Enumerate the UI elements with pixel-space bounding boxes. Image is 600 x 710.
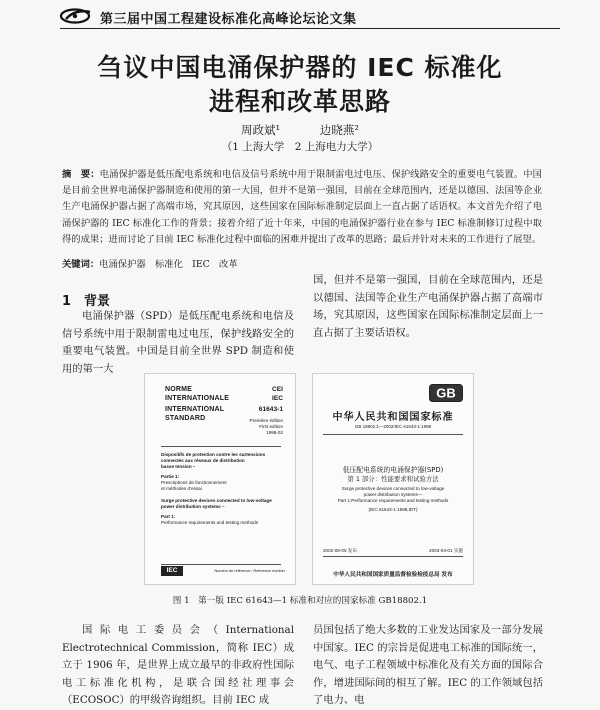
gb-en1: Surge protective devices connected to low-voltage	[341, 486, 445, 491]
iec-logo-icon: IEC	[161, 566, 183, 576]
keywords	[62, 256, 542, 270]
iec-iec: IEC	[272, 395, 283, 402]
paper-title-line1: 刍议中国电涌保护器的 IEC 标准化	[97, 53, 503, 82]
iec-cei: CEI	[272, 386, 283, 393]
conference-logo-icon	[60, 8, 94, 24]
iec-en-part2: Performance requirements and testing methods	[161, 520, 259, 525]
iec-fr-part2: Prescriptions de fonctionnement	[161, 480, 227, 485]
iec-fr-title3: basse tension –	[161, 464, 196, 469]
iec-en-part1: Part 1:	[161, 514, 176, 519]
gb-bottom-divider	[323, 556, 463, 557]
gb-divider	[323, 434, 463, 435]
iec-en-title2: power distribution systems –	[161, 504, 225, 509]
gb-issuer: 中华人民共和国国家质量监督检验检疫总局 发布	[333, 572, 453, 578]
gb-en4: (IEC 61643-1:1998,IDT)	[368, 507, 418, 512]
keywords-label: 关键词：	[62, 259, 100, 270]
abstract-label: 摘 要：	[62, 169, 100, 180]
iec-fr-part1: Partie 1:	[161, 474, 180, 479]
section1-para2-left: 国际电工委员会（International Electrotechnical Commission，简称 IEC）成立于 1906 年，是世界上成立最早的非政府性国际电工标准化机构，是联合国经社理事会（ECOSOC）的甲级咨询组织。目前 IEC 成	[62, 624, 294, 706]
gb-en3: Part 1:Performance requirements and testing methods	[337, 498, 449, 503]
gb-national-standard: 中华人民共和国国家标准	[332, 412, 454, 423]
iec-bottom-divider	[161, 564, 281, 565]
authors	[0, 122, 600, 138]
gb-date-left: 2002-09-05 发布	[323, 548, 357, 553]
iec-edition1: Première édition	[249, 418, 283, 423]
gb-date-right: 2003-04-01 实施	[429, 548, 463, 553]
gb-en2: power distribution systems—	[363, 492, 423, 497]
paper-title-line2: 进程和改革思路	[208, 87, 391, 116]
iec-international: INTERNATIONAL	[165, 406, 225, 413]
keywords-text: 电涌保护器 标准化 IEC 改革	[99, 259, 238, 270]
gb-number: GB 18802.1—2002/IEC 61643-1:1998	[354, 424, 432, 429]
author-2: 边晓燕²	[319, 123, 359, 137]
abstract	[62, 167, 542, 248]
iec-norme: NORME	[165, 386, 193, 393]
header-rule	[60, 28, 560, 29]
running-header	[60, 6, 560, 28]
section1-para-right: 国，但并不是第一强国，目前在全球范围内，还是以德国、法国等企业生产电涌保护器占据了高端市场，究其原因，这些国家在国际标准制定层面上一直占据了主要话语权。	[313, 274, 543, 339]
iec-fr-title2: connectés aux réseaux de distribution	[161, 458, 245, 463]
iec-edition2: First edition	[259, 424, 283, 429]
abstract-text: 电涌保护器是低压配电系统和电信及信号系统中用于限制雷电过电压、保护线路安全的重要电气装置。中国是目前全世界电涌保护器制造和使用的第一大国，但并不是第一强国，目前在全球范围内，还是以德国、法国等企业生产电涌保护器占据了高端市场，究其原因，这些国家在国际标准制定层面上一直占据了话语权。本文首先介绍了电涌保护器的 IEC 标准化工作的背景；接着介绍了近十年来，中国的电涌保护器行业在参与 IEC 标准制修订过程中取得的成果；进而讨论了目前 IEC 标准化过程中面临的困难并提出了改革的思路；最后并针对未来的工作进行了展望。	[62, 169, 542, 245]
section1-para-left: 电涌保护器（SPD）是低压配电系统和电信及信号系统中用于限制雷电过电压，保护线路安全的重要电气装置。中国是目前全世界 SPD 制造和使用的第一大	[62, 310, 294, 375]
figure-caption: 图 1 第一版 IEC 61643—1 标准和对应的国家标准 GB18802.1	[172, 596, 428, 606]
section1-para2-right: 员国包括了绝大多数的工业发达国家及一部分发展中国家。IEC 的宗旨是促进电工标准的国际统一，电气、电子工程领域中标准化及有关方面的国际合作，增进国际间的相互了解。IEC 的工作领域包括了电力、电	[313, 624, 543, 706]
affiliation: （1 上海大学 2 上海电力大学）	[221, 141, 379, 153]
iec-internationale: INTERNATIONALE	[165, 395, 230, 402]
iec-standard-cover	[144, 373, 296, 585]
gb-title1: 低压配电系统的电涌保护器(SPD)	[342, 466, 444, 474]
gb-title2: 第 1 部分：性能要求和试验方法	[347, 475, 439, 483]
conference-name: 第三届中国工程建设标准化高峰论坛论文集	[100, 12, 357, 27]
iec-fr-part3: et méthodes d'essai	[161, 486, 202, 491]
gb-standard-cover	[312, 373, 474, 585]
section-heading: 1 背景	[62, 294, 111, 309]
iec-edition3: 1998-02	[266, 430, 283, 435]
iec-fr-title1: Dispositifs de protection contre les surtensions	[161, 452, 266, 457]
iec-reference: Numéro de référence / Reference number	[214, 569, 285, 573]
author-1: 周政斌¹	[241, 123, 281, 137]
gb-logo-icon	[429, 384, 463, 402]
iec-standard: STANDARD	[165, 415, 206, 422]
iec-divider	[161, 446, 281, 447]
iec-number: 61643-1	[258, 406, 283, 413]
iec-en-title1: Surge protective devices connected to low-voltage	[161, 498, 272, 503]
gb-logo-text: GB	[436, 385, 456, 401]
